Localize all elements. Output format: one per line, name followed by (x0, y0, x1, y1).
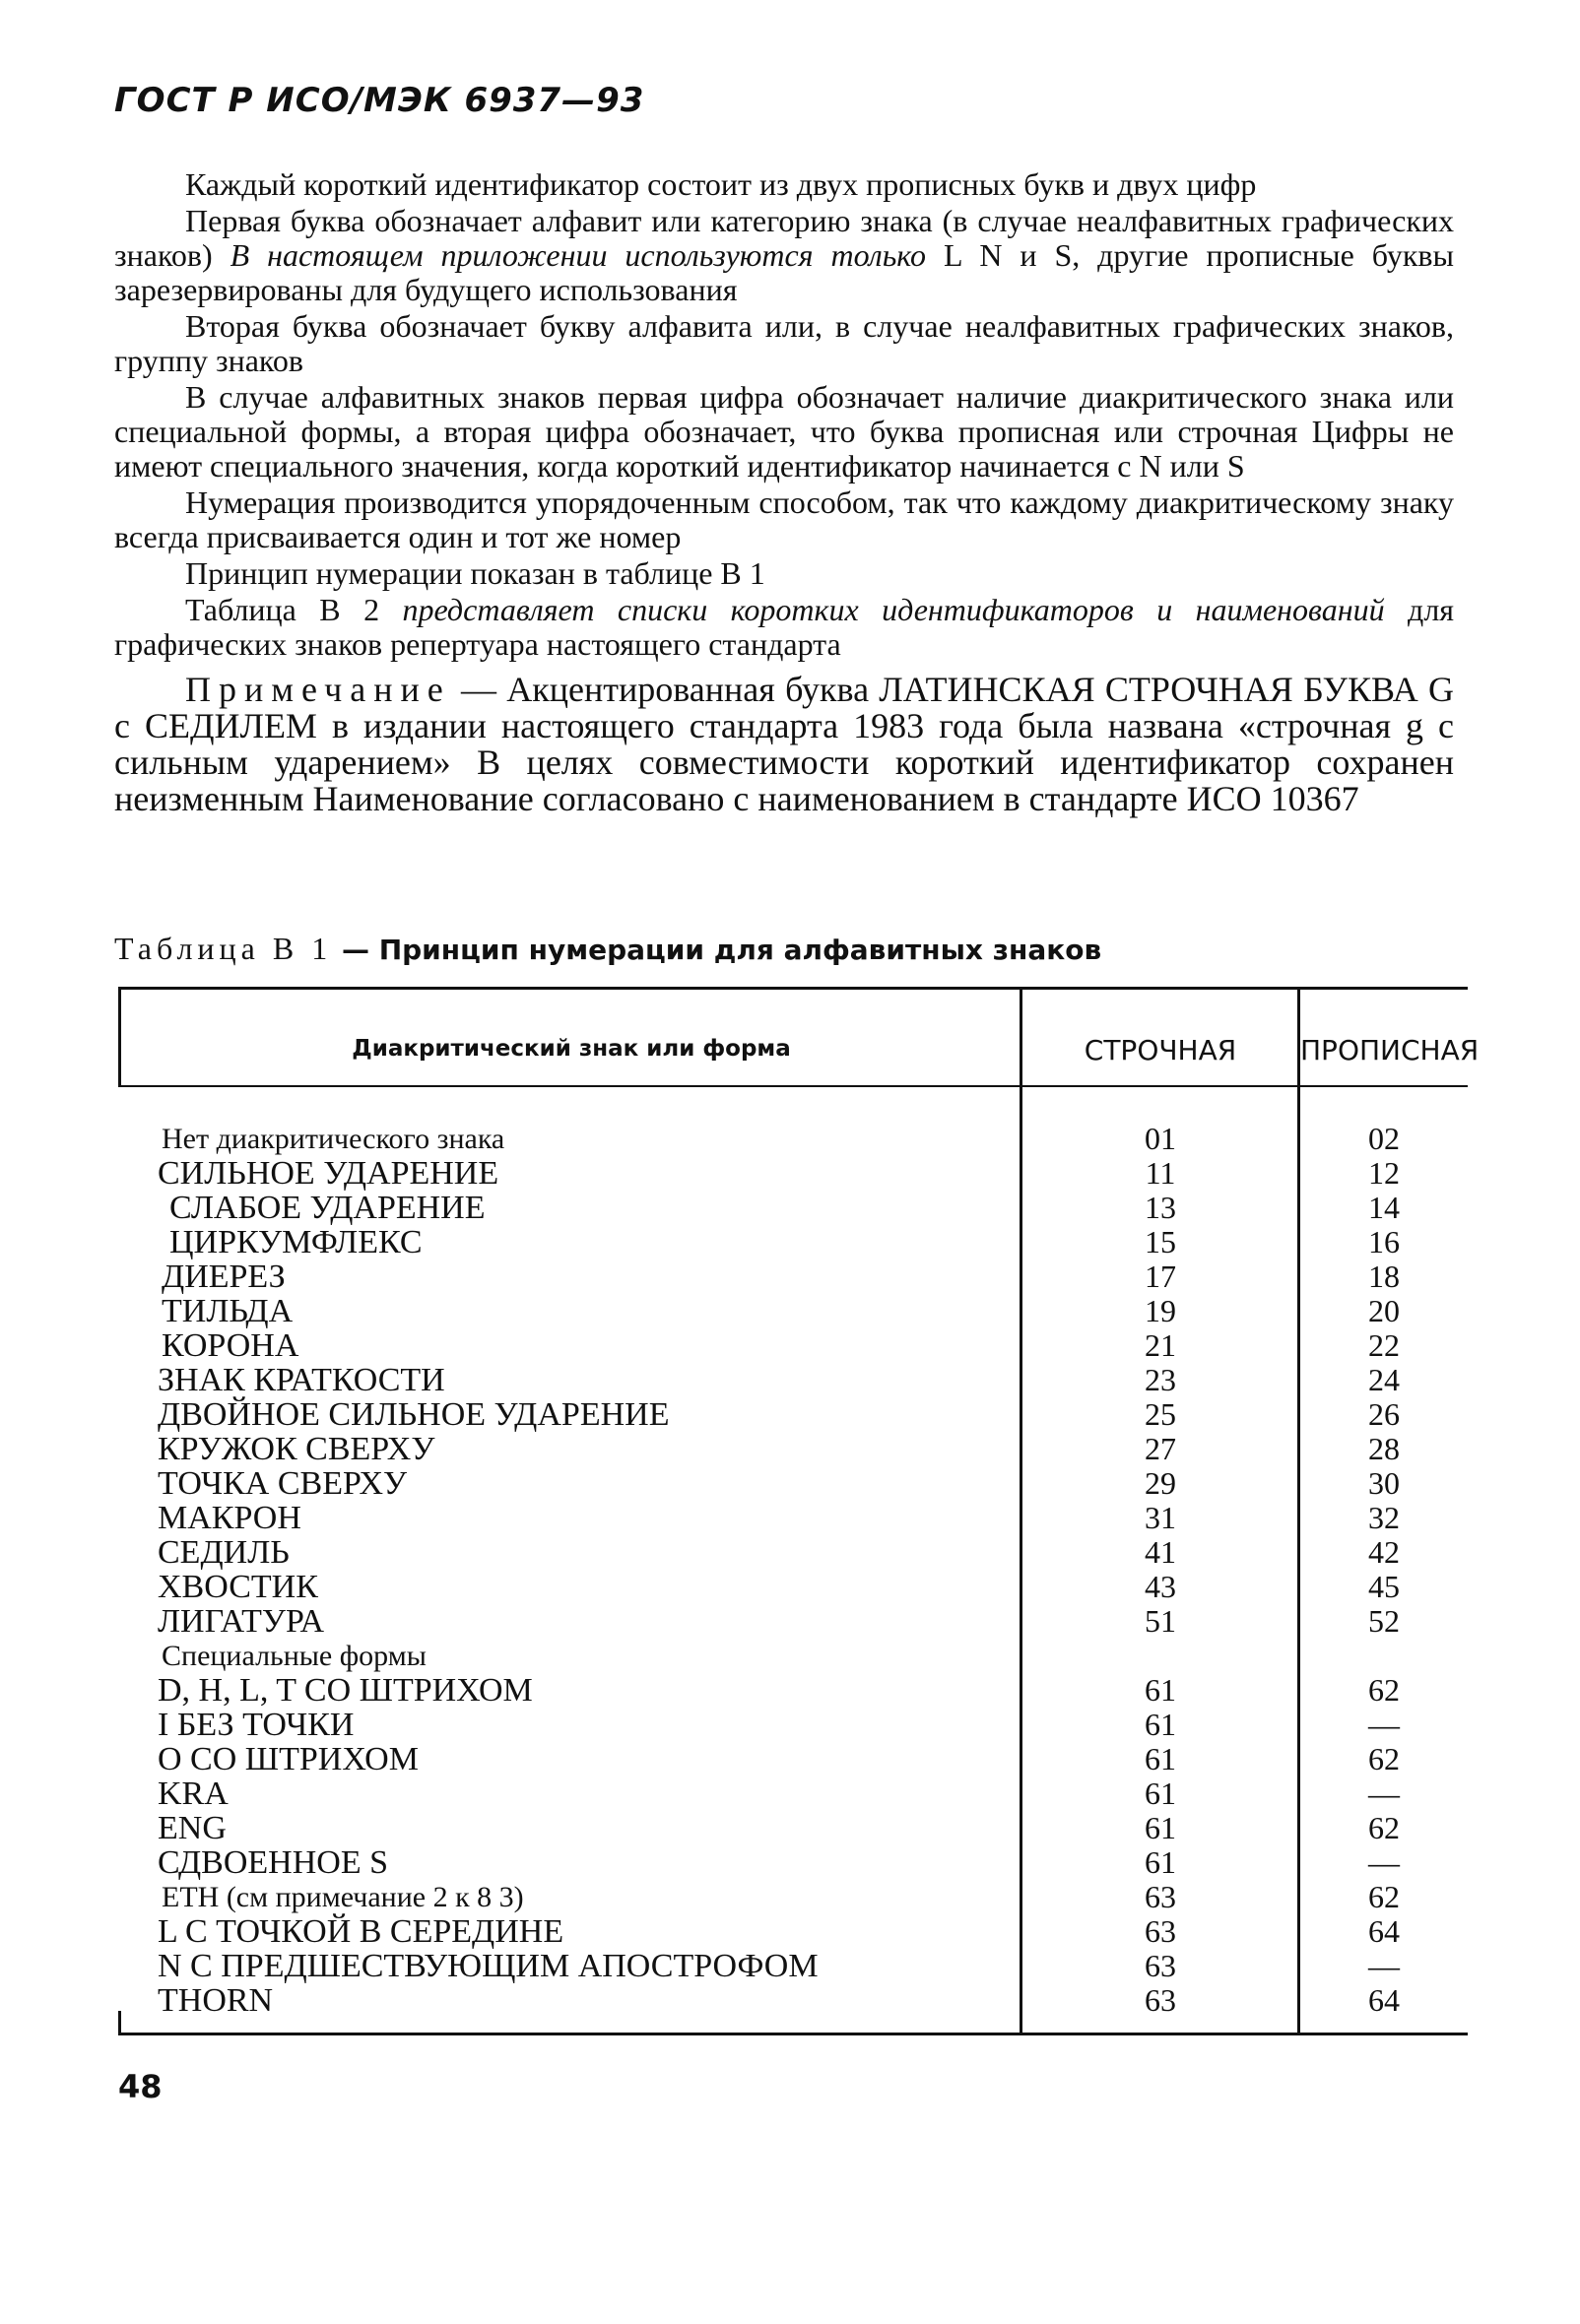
row-upper: 62 (1368, 1879, 1400, 1914)
row-name: МАКРОН (158, 1500, 301, 1536)
header-uppercase: ПРОПИСНАЯ (1300, 1034, 1480, 1066)
row-lower: 19 (1145, 1293, 1176, 1328)
page-number: 48 (118, 2068, 163, 2105)
paragraph-6: Принцип нумерации показан в таблице В 1 (185, 555, 765, 591)
row-upper: 20 (1368, 1293, 1400, 1328)
row-name: КОРОНА (162, 1327, 299, 1364)
table-row (118, 1225, 1468, 1259)
table-row (118, 1363, 1468, 1397)
table-row (118, 1432, 1468, 1466)
row-upper: 02 (1368, 1121, 1400, 1156)
row-lower: 13 (1145, 1190, 1176, 1225)
table-row (118, 1776, 1468, 1811)
table-row (118, 1156, 1468, 1191)
row-upper: — (1368, 1948, 1400, 1983)
paragraph-2-italic: В настоящем приложении используются только (230, 237, 927, 273)
row-lower: 51 (1145, 1603, 1176, 1639)
table-row (118, 1880, 1468, 1914)
paragraph-2-part-a: Первая буква обозначает алфавит или категорию знака (в случае неалфавитных графических знаков) (114, 203, 1454, 273)
row-upper: 26 (1368, 1396, 1400, 1432)
table-header-rule (118, 1085, 1468, 1087)
table-row (118, 1845, 1468, 1880)
row-upper: 12 (1368, 1155, 1400, 1191)
note-label: Примечание (185, 670, 451, 709)
row-upper: 30 (1368, 1465, 1400, 1501)
row-lower: 23 (1145, 1362, 1176, 1397)
table-row (118, 1191, 1468, 1225)
row-upper: 62 (1368, 1741, 1400, 1776)
table-row (118, 1673, 1468, 1708)
row-upper: — (1368, 1844, 1400, 1880)
row-name: KRA (158, 1775, 229, 1812)
row-upper: 28 (1368, 1431, 1400, 1466)
row-upper: 16 (1368, 1224, 1400, 1259)
row-upper: 64 (1368, 1982, 1400, 2018)
row-lower: 25 (1145, 1396, 1176, 1432)
row-lower: 29 (1145, 1465, 1176, 1501)
row-lower: 61 (1145, 1810, 1176, 1845)
row-lower: 63 (1145, 1948, 1176, 1983)
row-name: ENG (158, 1810, 227, 1846)
row-name: ХВОСТИК (158, 1569, 318, 1605)
row-lower: 11 (1145, 1155, 1176, 1191)
row-lower: 61 (1145, 1741, 1176, 1776)
paragraph-2 (114, 204, 1454, 307)
row-lower: 43 (1145, 1569, 1176, 1604)
row-upper: 45 (1368, 1569, 1400, 1604)
header-diacritic: Диакритический знак или форма (352, 1036, 791, 1062)
row-lower: 41 (1145, 1534, 1176, 1570)
table-row (118, 1639, 1468, 1673)
row-name: N С ПРЕДШЕСТВУЮЩИМ АПОСТРОФОМ (158, 1948, 819, 1984)
row-upper: — (1368, 1775, 1400, 1811)
row-upper: 42 (1368, 1534, 1400, 1570)
row-upper: 22 (1368, 1327, 1400, 1363)
table-row (118, 1811, 1468, 1845)
table-row (118, 1535, 1468, 1570)
row-upper: 32 (1368, 1500, 1400, 1535)
row-name: СЛАБОЕ УДАРЕНИЕ (169, 1190, 486, 1226)
paragraph-3: Вторая буква обозначает букву алфавита или, в случае неалфавитных графических знаков, группу знаков (114, 308, 1454, 378)
table-row (118, 1466, 1468, 1501)
row-name: КРУЖОК СВЕРХУ (158, 1431, 435, 1467)
row-upper: 24 (1368, 1362, 1400, 1397)
table-row (118, 1742, 1468, 1776)
row-name: ДВОЙНОЕ СИЛЬНОЕ УДАРЕНИЕ (158, 1396, 670, 1433)
row-lower: 17 (1145, 1259, 1176, 1294)
row-name: Специальные формы (162, 1640, 427, 1672)
row-name: ТОЧКА СВЕРХУ (158, 1465, 408, 1502)
note-text: — Акцентированная буква ЛАТИНСКАЯ СТРОЧНАЯ БУКВА G с СЕДИЛЕМ в издании настоящего стандарта 1983 года была названа «строчная g с сильным ударением» В целях совместимости короткий идентификатор сохранен неизменным Наименование согласовано с наименованием в стандарте ИСО 10367 (114, 670, 1454, 818)
table-row (118, 1708, 1468, 1742)
row-name: ЗНАК КРАТКОСТИ (158, 1362, 445, 1398)
row-lower: 63 (1145, 1879, 1176, 1914)
table-caption-label: Таблица В 1 (114, 931, 333, 966)
row-name: ДИЕРЕЗ (162, 1259, 286, 1295)
paragraph-5: Нумерация производится упорядоченным способом, так что каждому диакритическому знаку всегда присваивается один и тот же номер (114, 484, 1454, 554)
table-row (118, 1949, 1468, 1983)
table-caption-title: — Принцип нумерации для алфавитных знаков (332, 934, 1102, 966)
table-row (118, 1328, 1468, 1363)
row-lower: 63 (1145, 1913, 1176, 1949)
table-bottom-rule (118, 2033, 1468, 2035)
row-upper: 62 (1368, 1810, 1400, 1845)
document-header: ГОСТ Р ИСО/МЭК 6937—93 (114, 81, 645, 120)
row-name: О СО ШТРИХОМ (158, 1741, 419, 1777)
paragraph-2-part-b: L N и S, другие прописные буквы зарезервированы для будущего использования (114, 237, 1455, 307)
row-name: ТИЛЬДА (162, 1293, 294, 1329)
row-name: I БЕЗ ТОЧКИ (158, 1707, 355, 1743)
table-row (118, 1259, 1468, 1294)
row-upper: 52 (1368, 1603, 1400, 1639)
row-lower: 15 (1145, 1224, 1176, 1259)
row-lower: 61 (1145, 1707, 1176, 1742)
row-name: D, H, L, T СО ШТРИХОМ (158, 1672, 533, 1709)
table-top-rule (118, 987, 1468, 990)
row-name: ЛИГАТУРА (158, 1603, 325, 1640)
row-upper: — (1368, 1707, 1400, 1742)
paragraph-7-italic: представляет списки коротких идентификаторов и наименований (402, 592, 1385, 627)
table-row (118, 1122, 1468, 1156)
table-row (118, 1294, 1468, 1328)
row-name: Нет диакритического знака (162, 1123, 505, 1155)
paragraph-7-part-a: Таблица В 2 (185, 592, 403, 627)
header-lowercase: СТРОЧНАЯ (1084, 1034, 1237, 1066)
table-body (118, 1122, 1468, 2018)
row-lower: 61 (1145, 1672, 1176, 1708)
table-row (118, 1570, 1468, 1604)
table-left-rule (118, 987, 121, 1085)
table-row (118, 1397, 1468, 1432)
row-name: ЦИРКУМФЛЕКС (169, 1224, 423, 1260)
row-name: СЕДИЛЬ (158, 1534, 290, 1571)
paragraph-7 (114, 593, 1454, 662)
table-row (118, 1604, 1468, 1639)
row-upper: 18 (1368, 1259, 1400, 1294)
table-row (118, 1501, 1468, 1535)
table-row (118, 1914, 1468, 1949)
row-lower: 61 (1145, 1844, 1176, 1880)
row-name: СДВОЕННОЕ S (158, 1844, 389, 1881)
row-lower: 21 (1145, 1327, 1176, 1363)
row-name: THORN (158, 1982, 274, 2019)
note-paragraph (114, 672, 1454, 817)
row-upper: 14 (1368, 1190, 1400, 1225)
row-lower: 61 (1145, 1775, 1176, 1811)
row-lower: 27 (1145, 1431, 1176, 1466)
row-lower: 01 (1145, 1121, 1176, 1156)
row-upper: 62 (1368, 1672, 1400, 1708)
paragraph-4: В случае алфавитных знаков первая цифра обозначает наличие диакритического знака или специальной формы, а вторая цифра обозначает, что буква прописная или строчная Цифры не имеют специального значения, когда короткий идентификатор начинается с N или S (114, 379, 1454, 484)
table-row (118, 1983, 1468, 2018)
row-lower: 63 (1145, 1982, 1176, 2018)
row-name: ETH (см примечание 2 к 8 3) (162, 1881, 524, 1913)
table-caption (114, 931, 1101, 967)
row-name: СИЛЬНОЕ УДАРЕНИЕ (158, 1155, 499, 1192)
paragraph-7-part-b: для графических знаков репертуара настоящего стандарта (114, 592, 1454, 662)
numbering-table (118, 987, 1480, 2035)
row-upper: 64 (1368, 1913, 1400, 1949)
body-text (114, 167, 1454, 819)
row-lower: 31 (1145, 1500, 1176, 1535)
paragraph-1: Каждый короткий идентификатор состоит из двух прописных букв и двух цифр (185, 166, 1257, 202)
row-name: L С ТОЧКОЙ В СЕРЕДИНЕ (158, 1913, 564, 1950)
